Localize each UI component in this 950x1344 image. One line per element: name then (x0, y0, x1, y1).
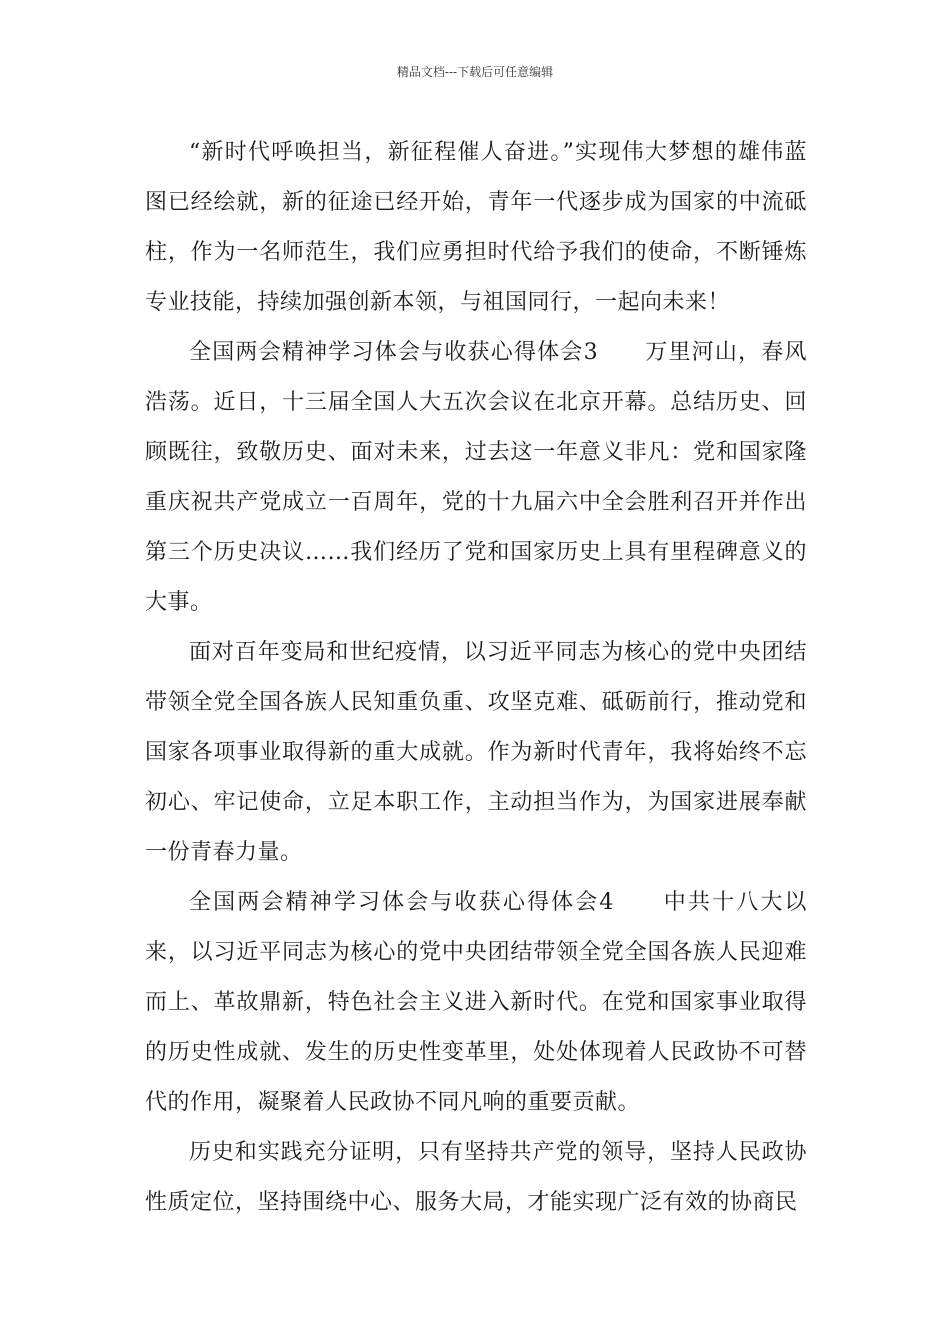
paragraph-4: 全国两会精神学习体会与收获心得体会4 中共十八大以来，以习近平同志为核心的党中央团结带领全党全国各族人民迎难而上、革故鼎新，特色社会主义进入新时代。在党和国家事业取得的历史性成就、发生的历史性变革里，处处体现着人民政协不可替代的作用，凝聚着人民政协不同凡响的重要贡献。 (145, 890, 807, 1115)
paragraph-3: 面对百年变局和世纪疫情，以习近平同志为核心的党中央团结带领全党全国各族人民知重负重、攻坚克难、砥砺前行，推动党和国家各项事业取得新的重大成就。作为新时代青年，我将始终不忘初心、牢记使命，立足本职工作，主动担当作为，为国家进展奉献一份青春力量。 (145, 640, 807, 865)
page-header: 精品文档---下载后可任意编辑 (396, 65, 554, 79)
paragraph-5: 历史和实践充分证明，只有坚持共产党的领导，坚持人民政协性质定位，坚持围绕中心、服务大局，才能实现广泛有效的协商民 (145, 1140, 807, 1215)
document-body (145, 128, 807, 1228)
paragraph-1: “新时代呼唤担当，新征程催人奋进。”实现伟大梦想的雄伟蓝图已经绘就，新的征途已经开始，青年一代逐步成为国家的中流砥柱，作为一名师范生，我们应勇担时代给予我们的使命，不断锤炼专业技能，持续加强创新本领，与祖国同行，一起向未来！ (145, 140, 807, 315)
paragraph-2: 全国两会精神学习体会与收获心得体会3 万里河山，春风浩荡。近日，十三届全国人大五次会议在北京开幕。总结历史、回顾既往，致敬历史、面对未来，过去这一年意义非凡：党和国家隆重庆祝共产党成立一百周年，党的十九届六中全会胜利召开并作出第三个历史决议……我们经历了党和国家历史上具有里程碑意义的大事。 (145, 340, 807, 615)
